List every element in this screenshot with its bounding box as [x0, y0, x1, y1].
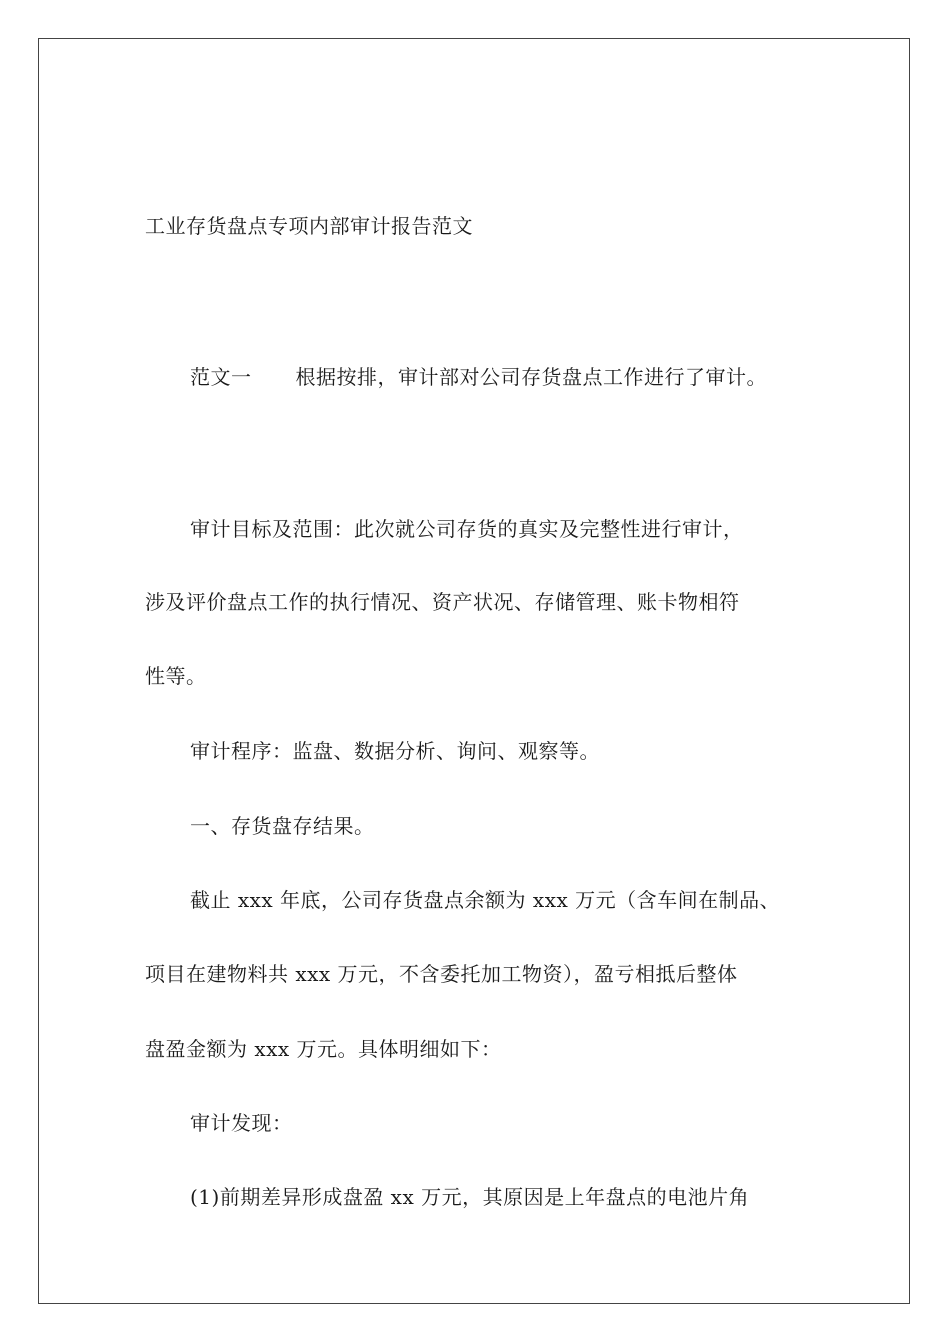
document-title: 工业存货盘点专项内部审计报告范文 [145, 214, 473, 238]
paragraph-scope-line-1: 审计目标及范围：此次就公司存货的真实及完整性进行审计， [190, 517, 744, 541]
intro-text: 根据按排，审计部对公司存货盘点工作进行了审计。 [295, 365, 767, 389]
paragraph-procedure: 审计程序：监盘、数据分析、询问、观察等。 [190, 739, 600, 763]
paragraph-results-line-3: 盘盈金额为 xxx 万元。具体明细如下： [145, 1037, 502, 1061]
paragraph-scope-line-2: 涉及评价盘点工作的执行情况、资产状况、存储管理、账卡物相符 [145, 590, 740, 614]
section-intro-line [190, 363, 767, 391]
finding-item-1: (1)前期差异形成盘盈 xx 万元，其原因是上年盘点的电池片角 [190, 1185, 750, 1209]
section-heading-findings: 审计发现： [190, 1111, 293, 1135]
paragraph-results-line-1: 截止 xxx 年底，公司存货盘点余额为 xxx 万元（含车间在制品、 [190, 888, 781, 912]
paragraph-scope-line-3: 性等。 [145, 664, 207, 688]
section-heading-results: 一、存货盘存结果。 [190, 814, 375, 838]
paragraph-results-line-2: 项目在建物料共 xxx 万元，不含委托加工物资），盈亏相抵后整体 [145, 962, 738, 986]
section-label: 范文一 [190, 365, 252, 389]
